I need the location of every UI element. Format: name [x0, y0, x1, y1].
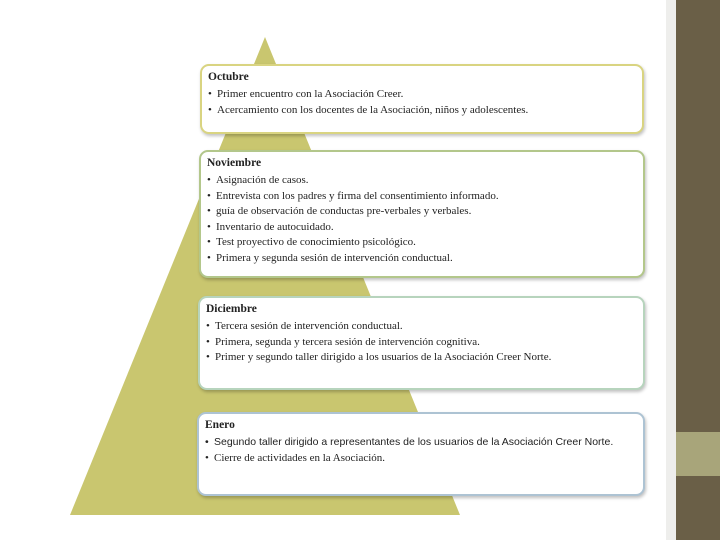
section-list-noviembre [207, 173, 637, 266]
section-noviembre [199, 150, 645, 278]
list-item: • Primer y segundo taller dirigido a los usuarios de la Asociación Creer Norte. [206, 350, 637, 366]
list-item: • Primera y segunda sesión de intervención conductual. [207, 251, 637, 267]
section-diciembre [198, 296, 645, 390]
list-item: • Primer encuentro con la Asociación Creer. [208, 87, 636, 103]
section-enero [197, 412, 645, 496]
list-item: • guía de observación de conductas pre-verbales y verbales. [207, 204, 637, 220]
section-octubre [200, 64, 644, 134]
list-item: • Tercera sesión de intervención conductual. [206, 319, 637, 335]
list-item: • Test proyectivo de conocimiento psicológico. [207, 235, 637, 251]
list-item: • Cierre de actividades en la Asociación. [205, 451, 637, 467]
section-title-enero: Enero [205, 419, 235, 431]
section-list-diciembre [206, 319, 637, 366]
section-title-octubre: Octubre [208, 71, 249, 83]
list-item: • Acercamiento con los docentes de la Asociación, niños y adolescentes. [208, 103, 636, 119]
section-list-octubre [208, 87, 636, 118]
section-list-enero [205, 435, 637, 466]
list-item: • Inventario de autocuidado. [207, 220, 637, 236]
section-title-noviembre: Noviembre [207, 157, 262, 169]
list-item: • Primera, segunda y tercera sesión de intervención cognitiva. [206, 335, 637, 351]
section-title-diciembre: Diciembre [206, 303, 257, 315]
list-item: • Segundo taller dirigido a representantes de los usuarios de la Asociación Creer Norte. [205, 435, 637, 451]
list-item: • Asignación de casos. [207, 173, 637, 189]
list-item: • Entrevista con los padres y firma del consentimiento informado. [207, 189, 637, 205]
